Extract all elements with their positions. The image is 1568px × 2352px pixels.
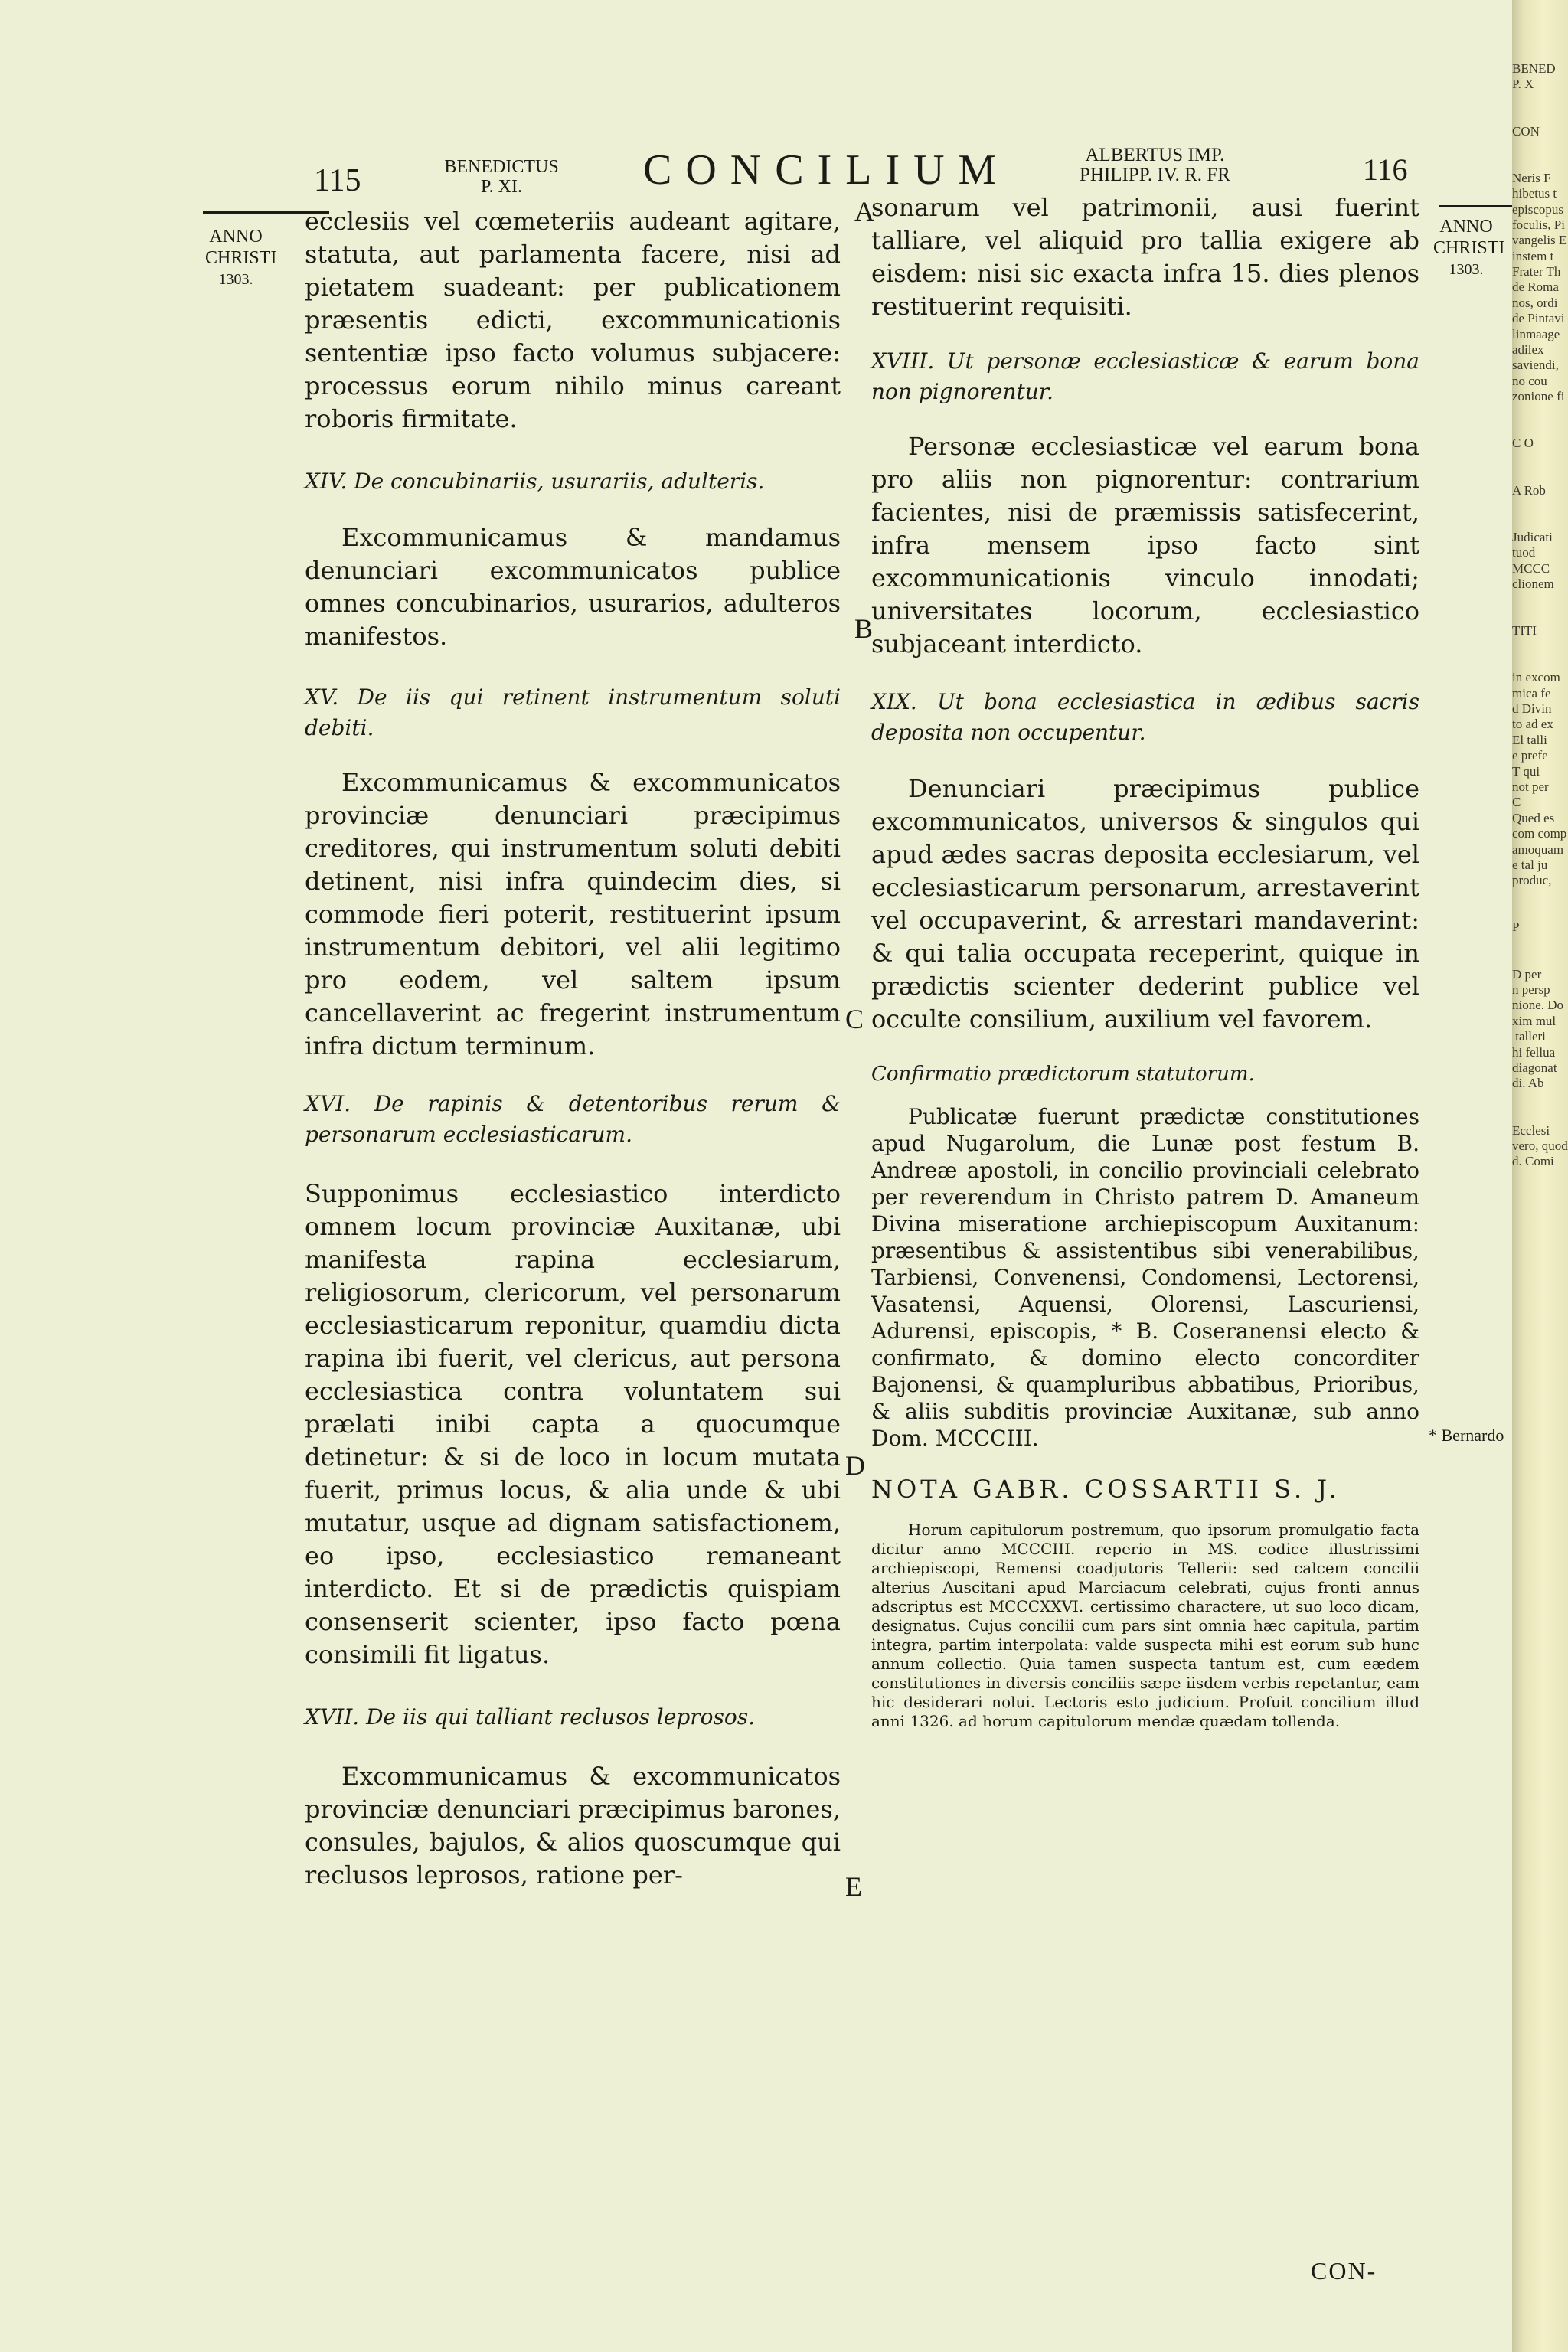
adjacent-page-text: BENED P. X CON Neris F hibetus t episcopus foculis, Pi vangelis E instem t Frater Th de Roma nos, ordi de Pintavi linmaage adilex saviendi, no cou zonione fi C O A Rob Judicati tuod MCCC clionem TITI in excom mica fe d Divin to ad ex El talli e prefe T qui not per C Qued es com comp amoquam e tal ju produc, P D per n persp nione. Do xim mul talleri hi fellua diagonat di. Ab Ecclesi vero, quod d. Comi: [1512, 61, 1568, 1169]
page-number-right: 116: [1363, 152, 1408, 187]
side-note: * Bernardo: [1429, 1426, 1504, 1445]
paragraph-continuation-right: sonarum vel patrimonii, ausi fuerint talliare, vel aliquid pro tallia exigere ab eisdem: nisi sic exacta infra 15. dies plenos restituerint requisiti.: [871, 193, 1419, 321]
chapter-heading-18: XVIII. Ut personæ ecclesiasticæ & earum bona non pignorentur.: [871, 348, 1419, 404]
chapter-text-15: Excommunicamus & excommunicatos provinciæ denunciari præcipimus creditores, qui instrumentum soluti debiti detinent, nisi infra quindecim dies, si commode fieri poterit, restituerint ipsum instrumentum debitori, vel alii legitimo pro eodem, vel saltem ipsum cancellaverint ac fregerint instrumentum infra dictum terminum.: [305, 768, 841, 1060]
header-left-line1: BENEDICTUS: [444, 157, 559, 177]
note-heading: NOTA GABR. COSSARTII S. J.: [871, 1475, 1341, 1504]
margin-right-line2: CHRISTI: [1433, 238, 1505, 258]
right-column: [871, 191, 1419, 1731]
section-letter-a: A: [854, 196, 874, 227]
chapter-text-14: Excommunicamus & mandamus denunciari excommunicatos publice omnes concubinarios, usurarios, adulteros manifestos.: [305, 523, 841, 651]
chapter-heading-14: XIV. De concubinariis, usurariis, adulteris.: [305, 469, 765, 494]
left-column: [305, 205, 841, 1892]
margin-year-left: [205, 226, 277, 290]
section-letter-e: E: [845, 1871, 862, 1902]
adjacent-page-edge: [1512, 0, 1568, 2352]
section-letter-c: C: [845, 1004, 864, 1034]
confirmation-heading: Confirmatio prædictorum statutorum.: [871, 1063, 1255, 1086]
margin-left-line1: ANNO: [209, 227, 263, 247]
chapter-text-17: Excommunicamus & excommunicatos provinciæ denunciari præcipimus barones, consules, bajulos, & alios quoscumque qui reclusos leprosos, ratione per-: [305, 1762, 841, 1890]
margin-year-right: [1433, 216, 1505, 280]
page-title: CONCILIUM: [643, 146, 1011, 194]
margin-left-line3: 1303.: [218, 271, 253, 288]
margin-right-line3: 1303.: [1449, 261, 1484, 278]
header-left-caption: [436, 157, 567, 197]
note-text: Horum capitulorum postremum, quo ipsorum promulgatio facta dicitur anno MCCCIII. reperio in MS. codice illustrissimi archiepiscopi, Remensi coadjutoris Tellerii: sed calcem concilii alterius Auscitani apud Marciacum celebrati, cujus fronti annus adscriptus est MCCCXXVI. certissimo charactere, ut suo loco dicam, designatus. Cujus concilii cum pars sint omnia hæc capitula, partim integra, partim interpolata: valde suspecta mihi est eorum sub hunc annum collectio. Quia tamen suspecta tantum est, cum eædem constitutiones in diversis conciliis sæpe iisdem verbis repetantur, eam hic desiderari nolui. Lectoris esto judicium. Profuit concilium illud anni 1326. ad horum capitulorum mendæ quædam tollenda.: [871, 1521, 1419, 1730]
catchword: CON-: [1311, 2257, 1377, 2285]
section-letter-b: B: [854, 613, 874, 644]
header-right-caption: [1080, 145, 1230, 185]
margin-rule-right: [1439, 205, 1512, 207]
chapter-heading-19: XIX. Ut bona ecclesiastica in ædibus sacris deposita non occupentur.: [871, 689, 1419, 745]
page-number-left: 115: [314, 163, 361, 198]
paragraph-continuation: ecclesiis vel cœmeteriis audeant agitare, statuta, aut parlamenta facere, nisi ad pietatem suadeant: per publicationem præsentis edicti, excommunicationis sententiæ ipso facto volumus subjacere: processus eorum nihilo minus careant roboris firmitate.: [305, 207, 841, 433]
header-left-line2: P. XI.: [480, 177, 522, 197]
chapter-text-18: Personæ ecclesiasticæ vel earum bona pro aliis non pignorentur: contrarium facientes, nisi de præmissis satisfecerint, infra mensem ipso facto sint excommunicationis vinculo innodati; universitates locorum, ecclesiastico subjaceant interdicto.: [871, 432, 1419, 658]
chapter-heading-17: XVII. De iis qui talliant reclusos leprosos.: [305, 1704, 755, 1730]
section-letter-d: D: [845, 1450, 865, 1481]
margin-right-line1: ANNO: [1439, 217, 1493, 237]
chapter-text-16: Supponimus ecclesiastico interdicto omnem locum provinciæ Auxitanæ, ubi manifesta rapina ecclesiarum, religiosorum, clericorum, vel personarum ecclesiasticarum reponitur, quamdiu dicta rapina ibi fuerit, vel clericus, aut persona ecclesiastica contra voluntatem sui prælati inibi capta a quocumque detinetur: & si de loco in locum mutata fuerit, primus locus, & alia unde & ubi mutatur, usque ad dignam satisfactionem, eo ipso, ecclesiastico remaneant interdicto. Et si de prædictis quispiam consenserit scienter, ipso facto pœna consimili fit ligatus.: [305, 1179, 841, 1669]
header-right-line1: ALBERTUS IMP.: [1085, 145, 1225, 165]
margin-left-line2: CHRISTI: [205, 248, 277, 268]
chapter-text-19: Denunciari præcipimus publice excommunicatos, universos & singulos qui apud ædes sacras deposita ecclesiarum, vel ecclesiasticarum personarum, arrestaverint vel occupaverint, & arrestari mandaverint: & qui talia occupata receperint, quique in prædictis scienter dederint publice vel occulte consilium, auxilium vel favorem.: [871, 774, 1419, 1034]
confirmation-text: Publicatæ fuerunt prædictæ constitutiones apud Nugarolum, die Lunæ post festum B. Andreæ apostoli, in concilio provinciali celebrato per reverendum in Christo patrem D. Amaneum Divina miseratione archiepiscopum Auxitanum: præsentibus & assistentibus sibi venerabilibus, Tarbiensi, Convenensi, Condomensi, Lectorensi, Vasatensi, Aquensi, Olorensi, Lascuriensi, Adurensi, episcopis, * B. Coseranensi electo & confirmato, & domino electo concorditer Bajonensi, & quampluribus abbatibus, Prioribus, & aliis subditis provinciæ Auxitanæ, sub anno Dom. MCCCIII.: [871, 1104, 1419, 1451]
chapter-heading-16: XVI. De rapinis & detentoribus rerum & personarum ecclesiasticarum.: [305, 1091, 841, 1147]
header-right-line2: PHILIPP. IV. R. FR: [1080, 165, 1230, 185]
chapter-heading-15: XV. De iis qui retinent instrumentum soluti debiti.: [305, 684, 841, 740]
